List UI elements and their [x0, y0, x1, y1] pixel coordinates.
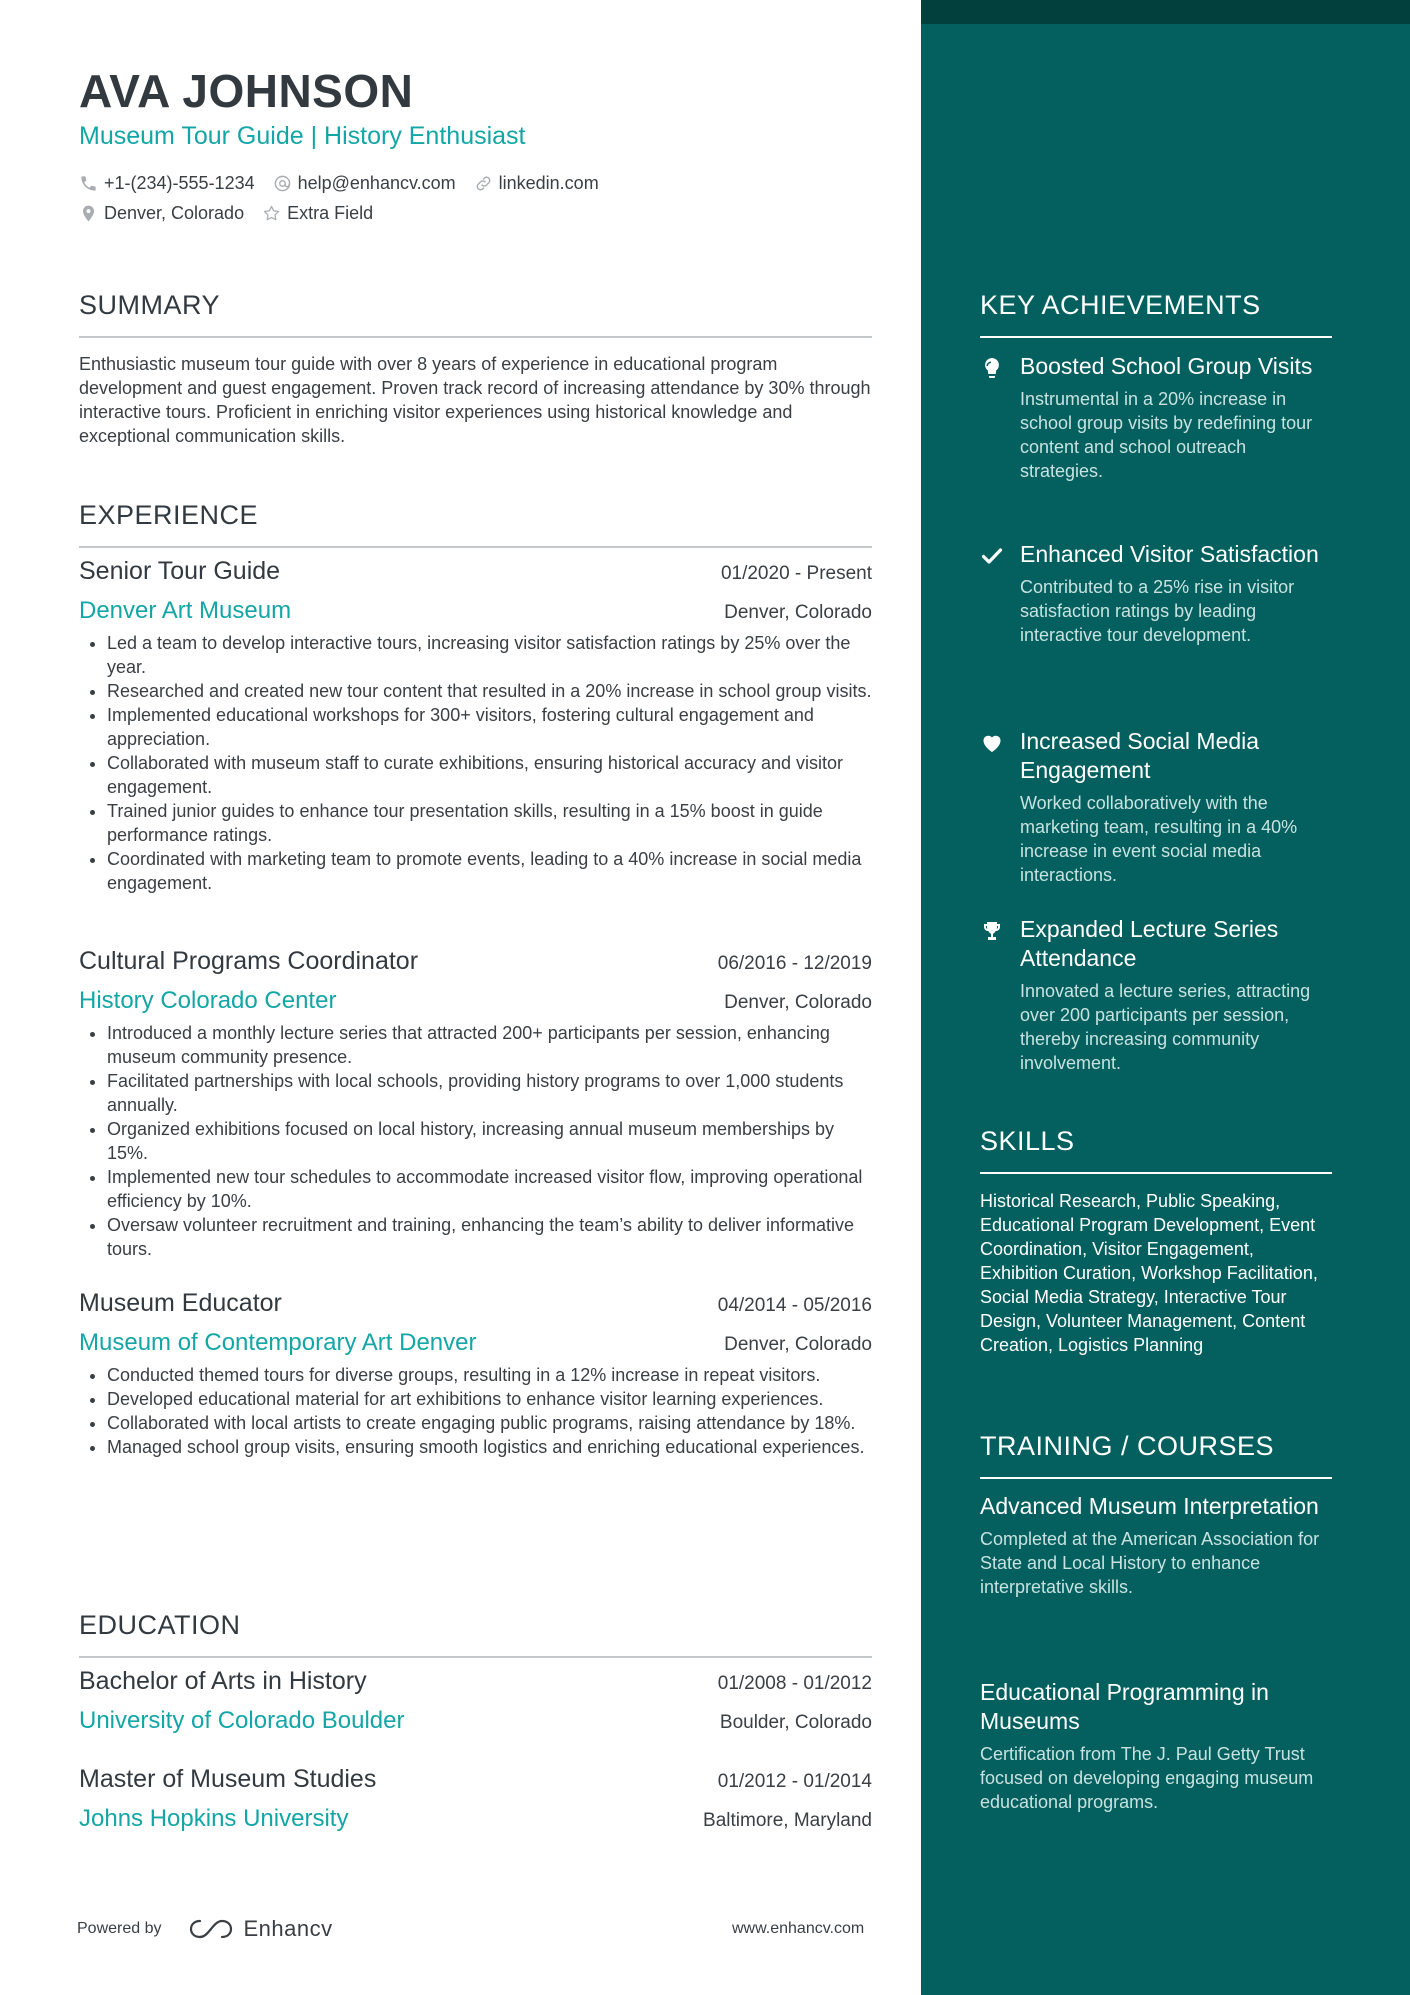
phone-icon	[79, 174, 98, 193]
skills-divider	[980, 1172, 1332, 1174]
achievement-desc: Contributed to a 25% rise in visitor satisfaction ratings by leading interactive tour development.	[1020, 577, 1295, 645]
job-entry	[79, 1289, 872, 1459]
education-school: Johns Hopkins University	[79, 1805, 349, 1832]
trophy-icon	[980, 919, 1004, 943]
sidebar-top-bar	[921, 0, 1410, 24]
achievement-desc: Innovated a lecture series, attracting over 200 participants per session, thereby increasing community involvement.	[1020, 981, 1311, 1073]
job-location: Denver, Colorado	[724, 992, 872, 1013]
course-desc: Completed at the American Association for State and Local History to enhance interpretative skills.	[980, 1529, 1320, 1597]
skills-heading: SKILLS	[980, 1126, 1075, 1156]
job-bullet: • Implemented new tour schedules to accommodate increased visitor flow, improving operational efficiency by 10%.	[107, 1165, 872, 1213]
achievement-item	[980, 727, 1332, 887]
enhancv-logo[interactable]	[188, 1916, 333, 1942]
footer-powered-by	[77, 1916, 333, 1942]
achievement-title: Increased Social Media Engagement	[1020, 728, 1260, 783]
achievement-desc: Worked collaboratively with the marketing team, resulting in a 40% increase in event social media interactions.	[1020, 793, 1298, 885]
job-date: 06/2016 - 12/2019	[717, 953, 872, 974]
education-location: Boulder, Colorado	[719, 1712, 872, 1733]
job-company: History Colorado Center	[79, 987, 337, 1014]
candidate-title: Museum Tour Guide | History Enthusiast	[79, 122, 526, 150]
achievements-heading: KEY ACHIEVEMENTS	[980, 290, 1261, 320]
link-icon	[474, 174, 493, 193]
education-date: 01/2008 - 01/2012	[717, 1673, 872, 1694]
summary-heading: SUMMARY	[79, 290, 221, 320]
job-bullet: • Managed school group visits, ensuring smooth logistics and enriching educational experiences.	[107, 1435, 872, 1459]
education-entry	[79, 1765, 872, 1839]
enhancv-logo-icon	[188, 1917, 234, 1941]
job-bullet: • Led a team to develop interactive tours, increasing visitor satisfaction ratings by 25% over the year.	[107, 631, 872, 679]
education-entry	[79, 1667, 872, 1741]
education-heading: EDUCATION	[79, 1610, 241, 1640]
phone-text: +1-(234)-555-1234	[104, 173, 255, 193]
job-bullet: • Trained junior guides to enhance tour presentation skills, resulting in a 15% boost in guide performance ratings.	[107, 799, 872, 847]
course-item	[980, 1492, 1332, 1599]
job-company: Denver Art Museum	[79, 597, 292, 624]
job-bullet: • Facilitated partnerships with local schools, providing history programs to over 1,000 students annually.	[107, 1069, 872, 1117]
job-date: 01/2020 - Present	[720, 563, 872, 584]
achievement-title: Expanded Lecture Series Attendance	[1020, 916, 1279, 971]
achievements-divider	[980, 336, 1332, 338]
job-bullets	[79, 1363, 872, 1459]
extra-text: Extra Field	[287, 203, 374, 223]
footer-website[interactable]: www.enhancv.com	[732, 1920, 865, 1937]
achievement-item	[980, 915, 1332, 1075]
education-degree: Bachelor of Arts in History	[79, 1667, 367, 1695]
job-bullet: • Introduced a monthly lecture series that attracted 200+ participants per session, enhancing museum community presence.	[107, 1021, 872, 1069]
job-bullet: • Researched and created new tour content that resulted in a 20% increase in school group visits.	[107, 679, 872, 703]
job-location: Denver, Colorado	[724, 602, 872, 623]
star-icon	[262, 204, 281, 223]
skills-text: Historical Research, Public Speaking, Educational Program Development, Event Coordination, Visitor Engagement, Exhibition Curation, Workshop Facilitation, Social Media Strategy, Interactive Tour Design, Volunteer Management, Content Creation, Logistics Planning	[980, 1191, 1318, 1355]
job-bullet: • Collaborated with museum staff to curate exhibitions, ensuring historical accuracy and visitor engagement.	[107, 751, 872, 799]
education-location: Baltimore, Maryland	[703, 1810, 872, 1831]
experience-divider	[79, 546, 872, 548]
achievement-item	[980, 352, 1332, 483]
contact-row-2	[79, 203, 373, 224]
job-bullet: • Oversaw volunteer recruitment and training, enhancing the team’s ability to deliver informative tours.	[107, 1213, 872, 1261]
job-bullet: • Implemented educational workshops for 300+ visitors, fostering cultural engagement and appreciation.	[107, 703, 872, 751]
job-bullet: • Coordinated with marketing team to promote events, leading to a 40% increase in social media engagement.	[107, 847, 872, 895]
experience-heading: EXPERIENCE	[79, 500, 259, 530]
course-desc: Certification from The J. Paul Getty Trust focused on developing engaging museum educational programs.	[980, 1744, 1314, 1812]
achievement-desc: Instrumental in a 20% increase in school group visits by redefining tour content and school outreach strategies.	[1020, 389, 1313, 481]
contact-email[interactable]	[273, 173, 456, 194]
contact-phone	[79, 173, 255, 194]
contact-link[interactable]	[474, 173, 599, 194]
education-date: 01/2012 - 01/2014	[717, 1771, 872, 1792]
courses-divider	[980, 1477, 1332, 1479]
job-bullets	[79, 1021, 872, 1261]
achievement-title: Enhanced Visitor Satisfaction	[1020, 541, 1319, 567]
courses-heading: TRAINING / COURSES	[980, 1431, 1275, 1461]
job-role: Museum Educator	[79, 1289, 282, 1317]
achievement-title: Boosted School Group Visits	[1020, 353, 1313, 379]
job-company: Museum of Contemporary Art Denver	[79, 1329, 477, 1356]
job-bullets	[79, 631, 872, 895]
education-degree: Master of Museum Studies	[79, 1765, 377, 1793]
location-pin-icon	[79, 204, 98, 223]
job-bullet: • Developed educational material for art exhibitions to enhance visitor learning experiences.	[107, 1387, 872, 1411]
sidebar	[921, 0, 1410, 1995]
link-text: linkedin.com	[498, 173, 599, 193]
job-bullet: • Organized exhibitions focused on local history, increasing annual museum memberships by 15%.	[107, 1117, 872, 1165]
contact-location	[79, 203, 244, 224]
achievement-item	[980, 540, 1332, 647]
job-location: Denver, Colorado	[724, 1334, 872, 1355]
job-date: 04/2014 - 05/2016	[717, 1295, 872, 1316]
job-entry	[79, 947, 872, 1261]
heart-icon	[980, 731, 1004, 755]
enhancv-brand: Enhancv	[243, 1916, 333, 1941]
bulb-icon	[980, 356, 1004, 380]
education-school: University of Colorado Boulder	[79, 1707, 405, 1734]
candidate-name: AVA JOHNSON	[79, 65, 414, 117]
powered-by-label: Powered by	[77, 1920, 162, 1937]
job-bullet: • Collaborated with local artists to create engaging public programs, raising attendance by 18%.	[107, 1411, 872, 1435]
contact-row-1	[79, 173, 599, 194]
job-entry	[79, 557, 872, 895]
summary-divider	[79, 336, 872, 338]
check-icon	[980, 544, 1004, 568]
summary-text: Enthusiastic museum tour guide with over 8 years of experience in educational program development and guest engagement. Proven track record of increasing attendance by 30% through interactive tours. Proficient in enriching visitor experiences using historical knowledge and exceptional communication skills.	[79, 354, 871, 446]
job-role: Cultural Programs Coordinator	[79, 947, 419, 975]
course-title: Educational Programming in Museums	[980, 1679, 1269, 1734]
course-title: Advanced Museum Interpretation	[980, 1493, 1319, 1519]
education-divider	[79, 1656, 872, 1658]
job-bullet: • Conducted themed tours for diverse groups, resulting in a 12% increase in repeat visitors.	[107, 1363, 872, 1387]
contact-extra	[262, 203, 373, 224]
job-role: Senior Tour Guide	[79, 557, 281, 585]
location-text: Denver, Colorado	[104, 203, 245, 223]
course-item	[980, 1678, 1332, 1814]
at-icon	[273, 174, 292, 193]
email-text: help@enhancv.com	[297, 173, 456, 193]
